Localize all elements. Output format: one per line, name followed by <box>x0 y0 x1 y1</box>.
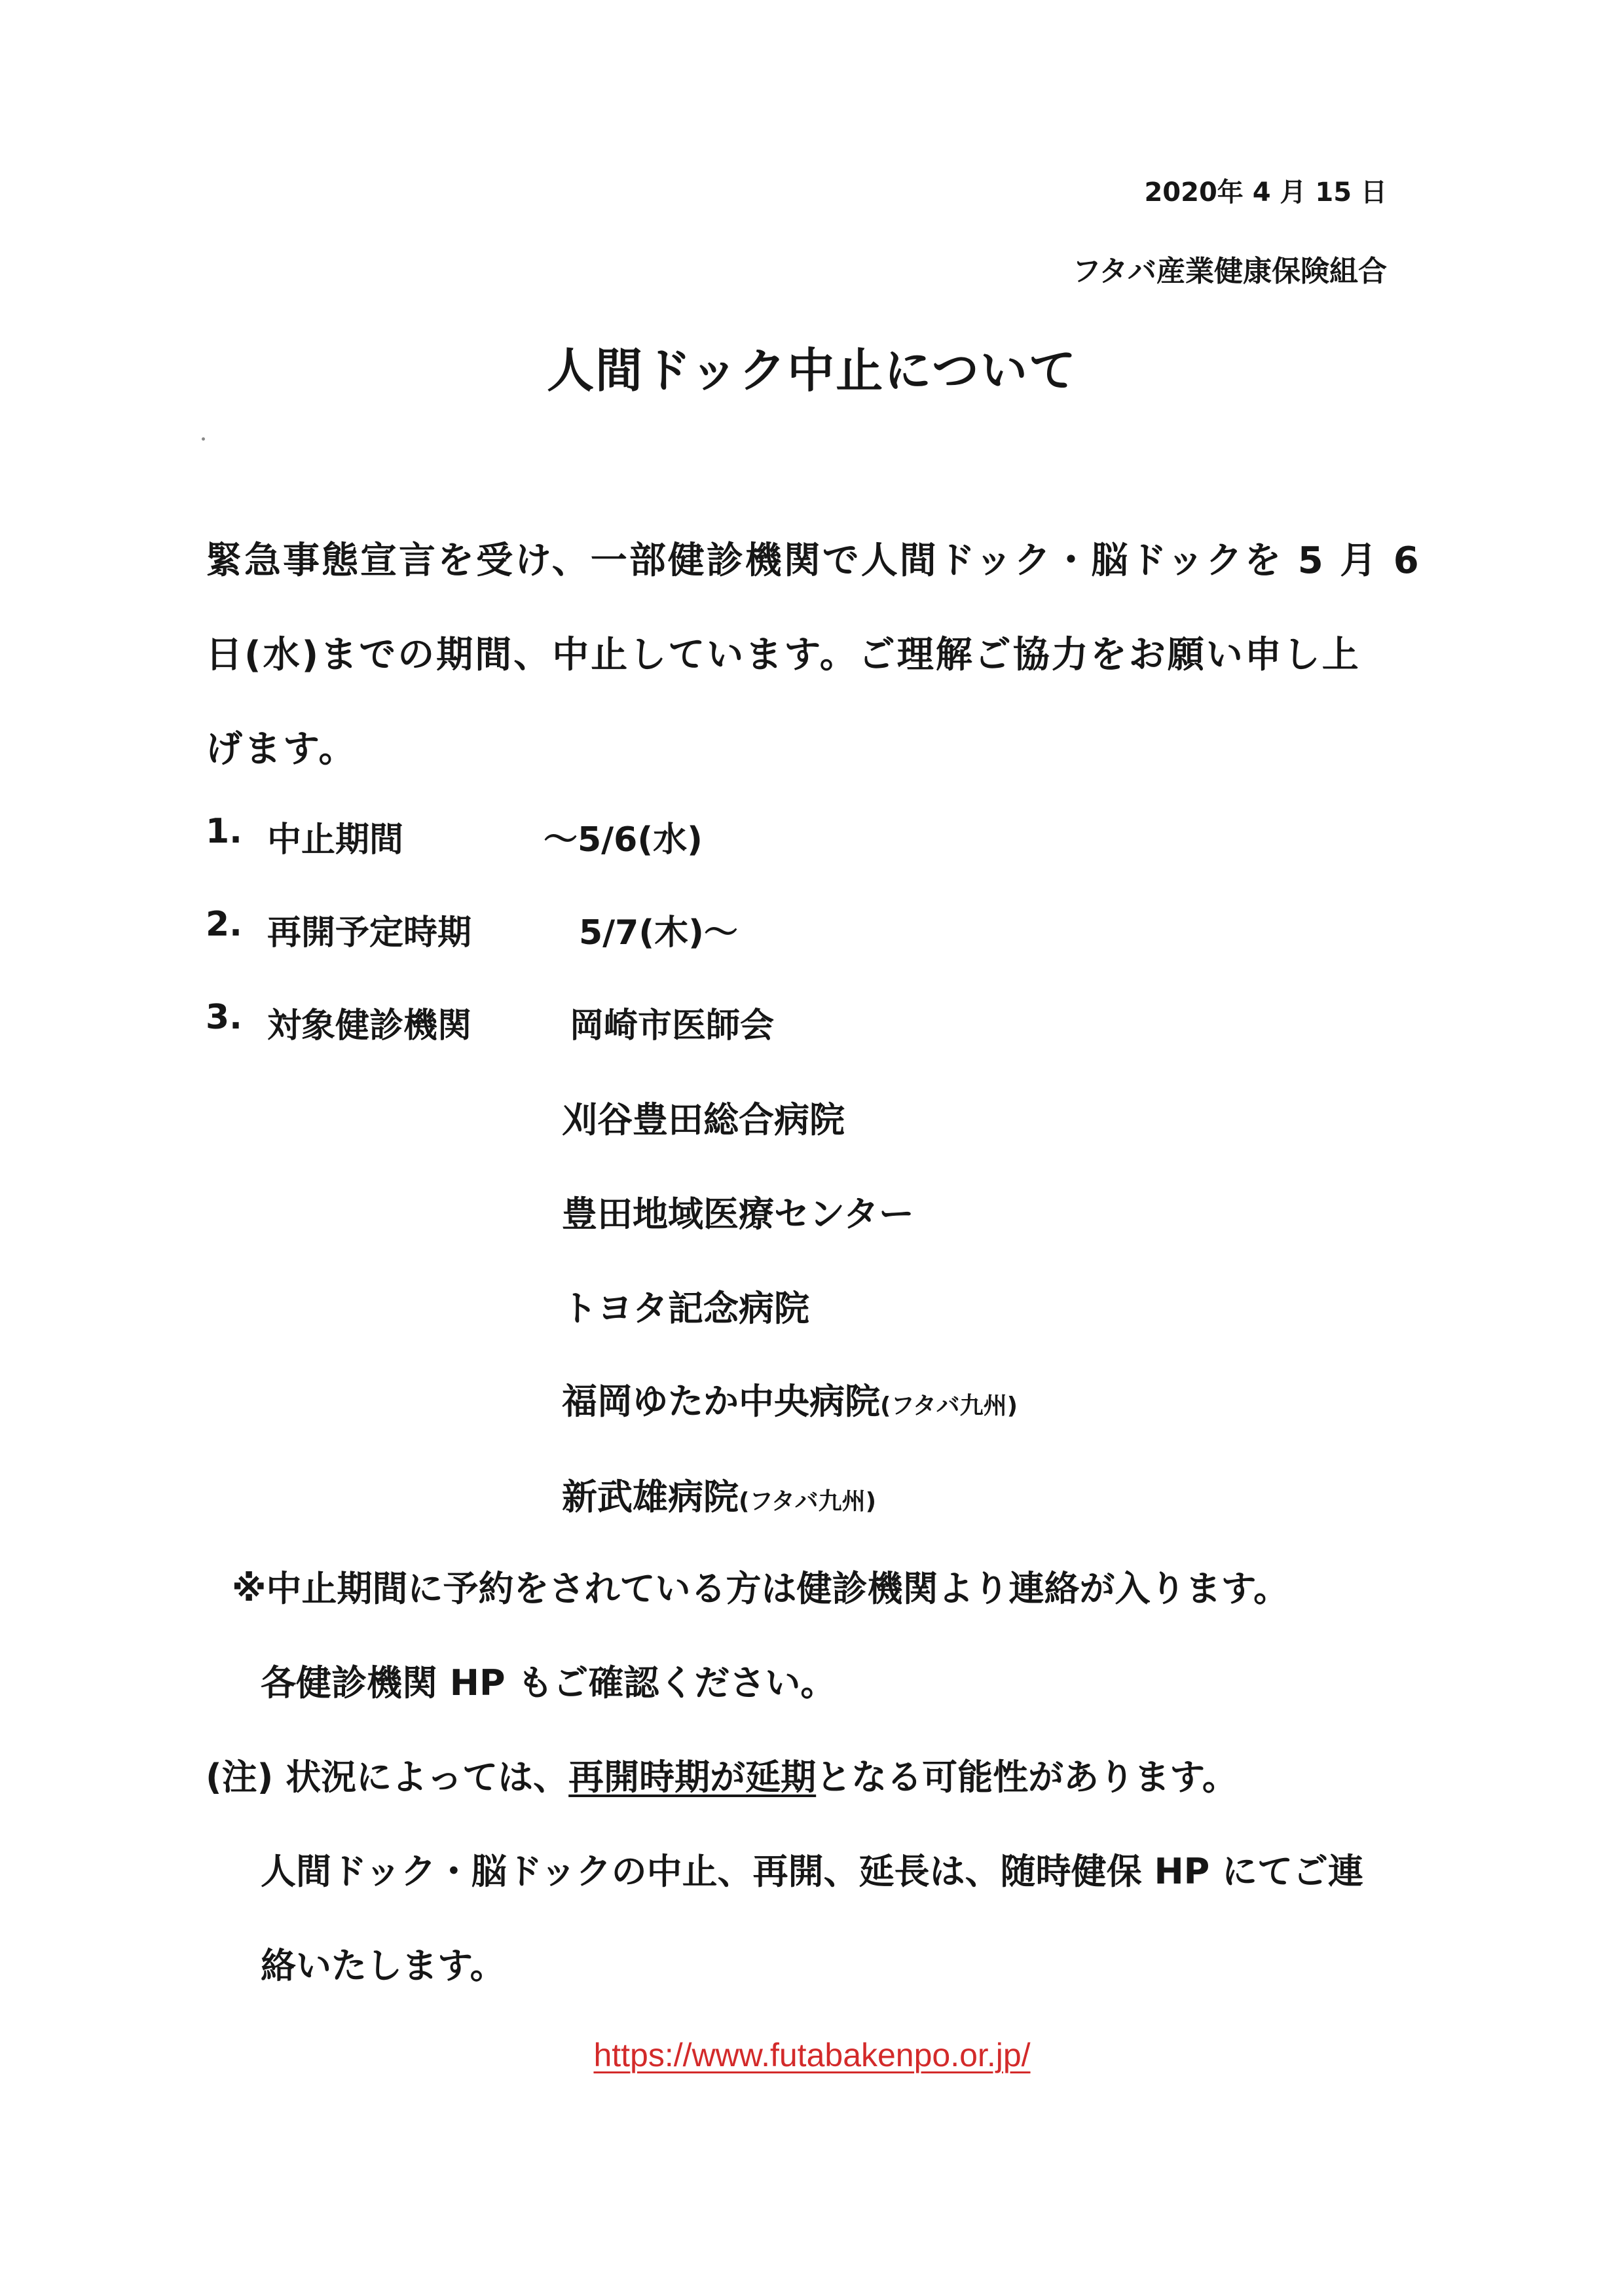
hospital-list-item <box>562 1186 914 1237</box>
hospital-name: 福岡ゆたか中央病院 <box>562 1381 880 1422</box>
hospital-list-item <box>562 1374 1018 1424</box>
item-value-reopen-date: 5/7(木)～ <box>579 913 738 953</box>
caution-notice <box>206 1749 1238 1800</box>
hospital-name: 刈谷豊田総合病院 <box>562 1099 845 1140</box>
item-number: 2. <box>206 905 242 944</box>
document-date: 2020年 4 月 15 日 <box>1144 177 1387 208</box>
hospital-list-item <box>562 1469 876 1520</box>
kenpo-website-link[interactable]: https://www.futabakenpo.or.jp/ <box>593 2037 1031 2073</box>
organization-name: フタバ産業健康保険組合 <box>1072 255 1387 288</box>
body-line-1: 緊急事態宣言を受け、一部健診機関で人間ドック・脳ドックを 5 月 6 <box>206 539 1421 582</box>
hospital-name: 豊田地域医療センター <box>562 1194 914 1235</box>
reservation-notice: ※中止期間に予約をされている方は健診機関より連絡が入ります。 <box>232 1568 1289 1609</box>
hospital-name: トヨタ記念病院 <box>562 1288 809 1329</box>
item-number: 1. <box>206 812 242 851</box>
check-hp-notice: 各健診機関 HP もご確認ください。 <box>261 1662 836 1704</box>
hospital-okazaki: 岡崎市医師会 <box>570 1006 775 1046</box>
item-value-suspension-period: ～5/6(水) <box>544 820 703 860</box>
scan-speck <box>202 437 205 441</box>
caution-underlined: 再開時期が延期 <box>568 1757 817 1798</box>
update-info-line-1: 人間ドック・脳ドックの中止、再開、延長は、随時健保 HP にてご連 <box>261 1851 1364 1892</box>
caution-suffix: となる可能性があります。 <box>816 1757 1238 1798</box>
hospital-note: (フタバ九州) <box>880 1393 1018 1419</box>
item-label-reopen-date: 再開予定時期 <box>267 913 472 953</box>
page-title: 人間ドック中止について <box>547 343 1077 398</box>
item-label-target-institutions: 対象健診機関 <box>267 1006 472 1046</box>
hospital-list-item <box>562 1281 809 1331</box>
body-line-3: げます。 <box>206 728 358 771</box>
hospital-name: 新武雄病院 <box>562 1476 739 1518</box>
hospital-note: (フタバ九州) <box>739 1488 877 1515</box>
update-info-line-2: 絡いたします。 <box>261 1945 506 1986</box>
caution-prefix: (注) 状況によっては、 <box>206 1757 569 1798</box>
body-line-2: 日(水)までの期間、中止しています。ご理解ご協力をお願い申し上 <box>206 634 1361 676</box>
hospital-list-item <box>562 1092 845 1142</box>
item-number: 3. <box>206 998 242 1037</box>
item-label-suspension-period: 中止期間 <box>267 820 404 860</box>
